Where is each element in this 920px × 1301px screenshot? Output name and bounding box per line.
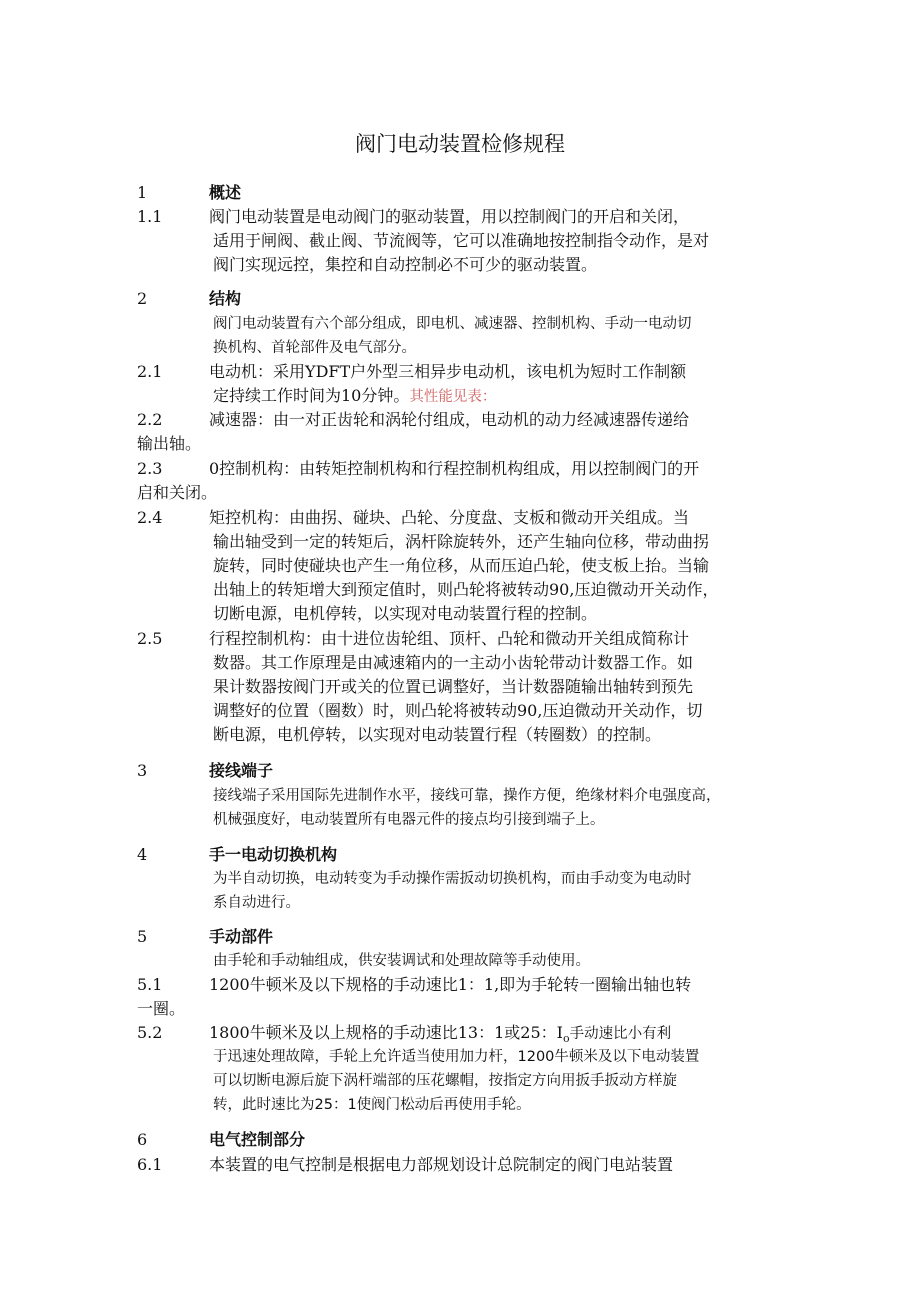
para-2-3-number: 2.3 xyxy=(137,459,163,478)
para-2-4-line-3: 旋转，同时使碰块也产生一角位移，从而压迫凸轮，使支板上抬。当输 xyxy=(213,556,710,575)
para-1-1-line-1: 阀门电动装置是电动阀门的驱动装置，用以控制阀门的开启和关闭， xyxy=(209,207,690,226)
section-5-line-1: 由手轮和手动轴组成，供安装调试和处理故障等手动使用。 xyxy=(213,953,590,969)
performance-table-note: 其性能见表： xyxy=(409,389,497,405)
section-4-line-1: 为半自动切换，电动转变为手动操作需扳动切换机构，而由手动变为电动时 xyxy=(213,871,692,887)
para-2-5-line-5: 断电源，电机停转，以实现对电动装置行程（转圈数）的控制。 xyxy=(213,725,662,744)
para-2-4-line-5: 切断电源，电机停转，以实现对电动装置行程的控制。 xyxy=(213,604,598,623)
section-3-line-2: 机械强度好，电动装置所有电器元件的接点均引接到端子上。 xyxy=(213,812,605,828)
para-2-5-line-1: 行程控制机构：由十进位齿轮组、顶杆、凸轮和微动开关组成简称计 xyxy=(209,629,690,648)
para-5-2-line-2: 于迅速处理故障，手轮上允许适当使用加力杆，1200牛顿米及以下电动装置 xyxy=(213,1049,700,1065)
para-5-1-line-2: 一圈。 xyxy=(137,999,186,1018)
para-2-5-line-3: 果计数器按阀门开或关的位置已调整好，当计数器随输出轴转到预先 xyxy=(213,677,694,696)
section-6-heading: 电气控制部分 xyxy=(209,1130,306,1149)
para-2-2-line-2: 输出轴。 xyxy=(137,434,202,453)
section-2-intro-line-2: 换机构、首轮部件及电气部分。 xyxy=(213,340,416,356)
para-2-3-line-2: 启和关闭。 xyxy=(137,483,218,502)
section-1-heading: 概述 xyxy=(209,183,242,202)
section-4-heading: 手一电动切换机构 xyxy=(209,845,338,864)
page-title: 阀门电动装置检修规程 xyxy=(355,132,565,156)
para-5-2-line-4: 转，此时速比为25：1使阀门松动后再使用手轮。 xyxy=(213,1097,531,1113)
section-2-intro-line-1: 阀门电动装置有六个部分组成，即电机、减速器、控制机构、手动一电动切 xyxy=(213,316,692,332)
para-2-1-line-1: 电动机：采用YDFT户外型三相异步电动机，该电机为短时工作制额 xyxy=(209,362,687,381)
para-5-2-line-1-tail: 手动速比小有利 xyxy=(569,1026,672,1042)
section-5-heading: 手动部件 xyxy=(209,927,274,946)
section-4-number: 4 xyxy=(137,845,148,864)
para-2-4-line-2: 输出轴受到一定的转矩后，涡杆除旋转外，还产生轴向位移，带动曲拐 xyxy=(213,532,710,551)
para-5-2-line-1 xyxy=(209,1023,671,1049)
para-5-2-line-3: 可以切断电源后旋下涡杆端部的压花螺帽，按指定方向用扳手扳动方样旋 xyxy=(213,1073,677,1089)
section-3-number: 3 xyxy=(137,761,148,780)
para-2-3-line-1: 0控制机构：由转矩控制机构和行程控制机构组成，用以控制阀门的开 xyxy=(209,459,700,478)
para-5-1-number: 5.1 xyxy=(137,975,163,994)
para-2-2-number: 2.2 xyxy=(137,410,163,429)
section-4-line-2: 系自动进行。 xyxy=(213,895,300,911)
para-5-2-number: 5.2 xyxy=(137,1023,163,1042)
para-1-1-number: 1.1 xyxy=(137,207,163,226)
para-2-4-line-1: 矩控机构：由曲拐、碰块、凸轮、分度盘、支板和微动开关组成。当 xyxy=(209,508,690,527)
para-5-1-line-1: 1200牛顿米及以下规格的手动速比1：1,即为手轮转一圈输出轴也转 xyxy=(209,975,692,994)
para-6-1-number: 6.1 xyxy=(137,1155,163,1174)
para-2-1-line-2-text: 定持续工作时间为10分钟。 xyxy=(213,386,410,405)
para-1-1-line-2: 适用于闸阀、截止阀、节流阀等，它可以准确地按控制指令动作，是对 xyxy=(213,231,710,250)
section-3-heading: 接线端子 xyxy=(209,761,274,780)
section-2-number: 2 xyxy=(137,289,148,308)
para-2-4-line-4: 出轴上的转矩增大到预定值时，则凸轮将被转动90,压迫微动开关动作， xyxy=(213,580,719,599)
para-6-1-line-1: 本装置的电气控制是根据电力部规划设计总院制定的阀门电站装置 xyxy=(209,1155,674,1174)
section-2-heading: 结构 xyxy=(209,289,242,308)
para-2-5-line-4: 调整好的位置（圈数）时，则凸轮将被转动90,压迫微动开关动作，切 xyxy=(213,701,703,720)
para-2-1-line-2 xyxy=(213,386,496,407)
para-2-5-number: 2.5 xyxy=(137,629,163,648)
para-2-4-number: 2.4 xyxy=(137,508,163,527)
para-5-2-ratio-subscript: o xyxy=(562,1032,570,1046)
section-1-number: 1 xyxy=(137,183,148,202)
para-2-2-line-1: 减速器：由一对正齿轮和涡轮付组成，电动机的动力经减速器传递给 xyxy=(209,410,690,429)
para-1-1-line-3: 阀门实现远控，集控和自动控制必不可少的驱动装置。 xyxy=(213,255,598,274)
para-2-5-line-2: 数器。其工作原理是由减速箱内的一主动小齿轮带动计数器工作。如 xyxy=(213,653,694,672)
para-5-2-ratio-symbol: I xyxy=(556,1023,563,1042)
section-5-number: 5 xyxy=(137,927,148,946)
para-2-1-number: 2.1 xyxy=(137,362,163,381)
section-3-line-1: 接线端子采用国际先进制作水平，接线可靠，操作方便，绝缘材料介电强度高， xyxy=(213,788,721,804)
para-5-2-line-1-text: 1800牛顿米及以上规格的手动速比13：1或25： xyxy=(209,1023,557,1042)
section-6-number: 6 xyxy=(137,1130,148,1149)
